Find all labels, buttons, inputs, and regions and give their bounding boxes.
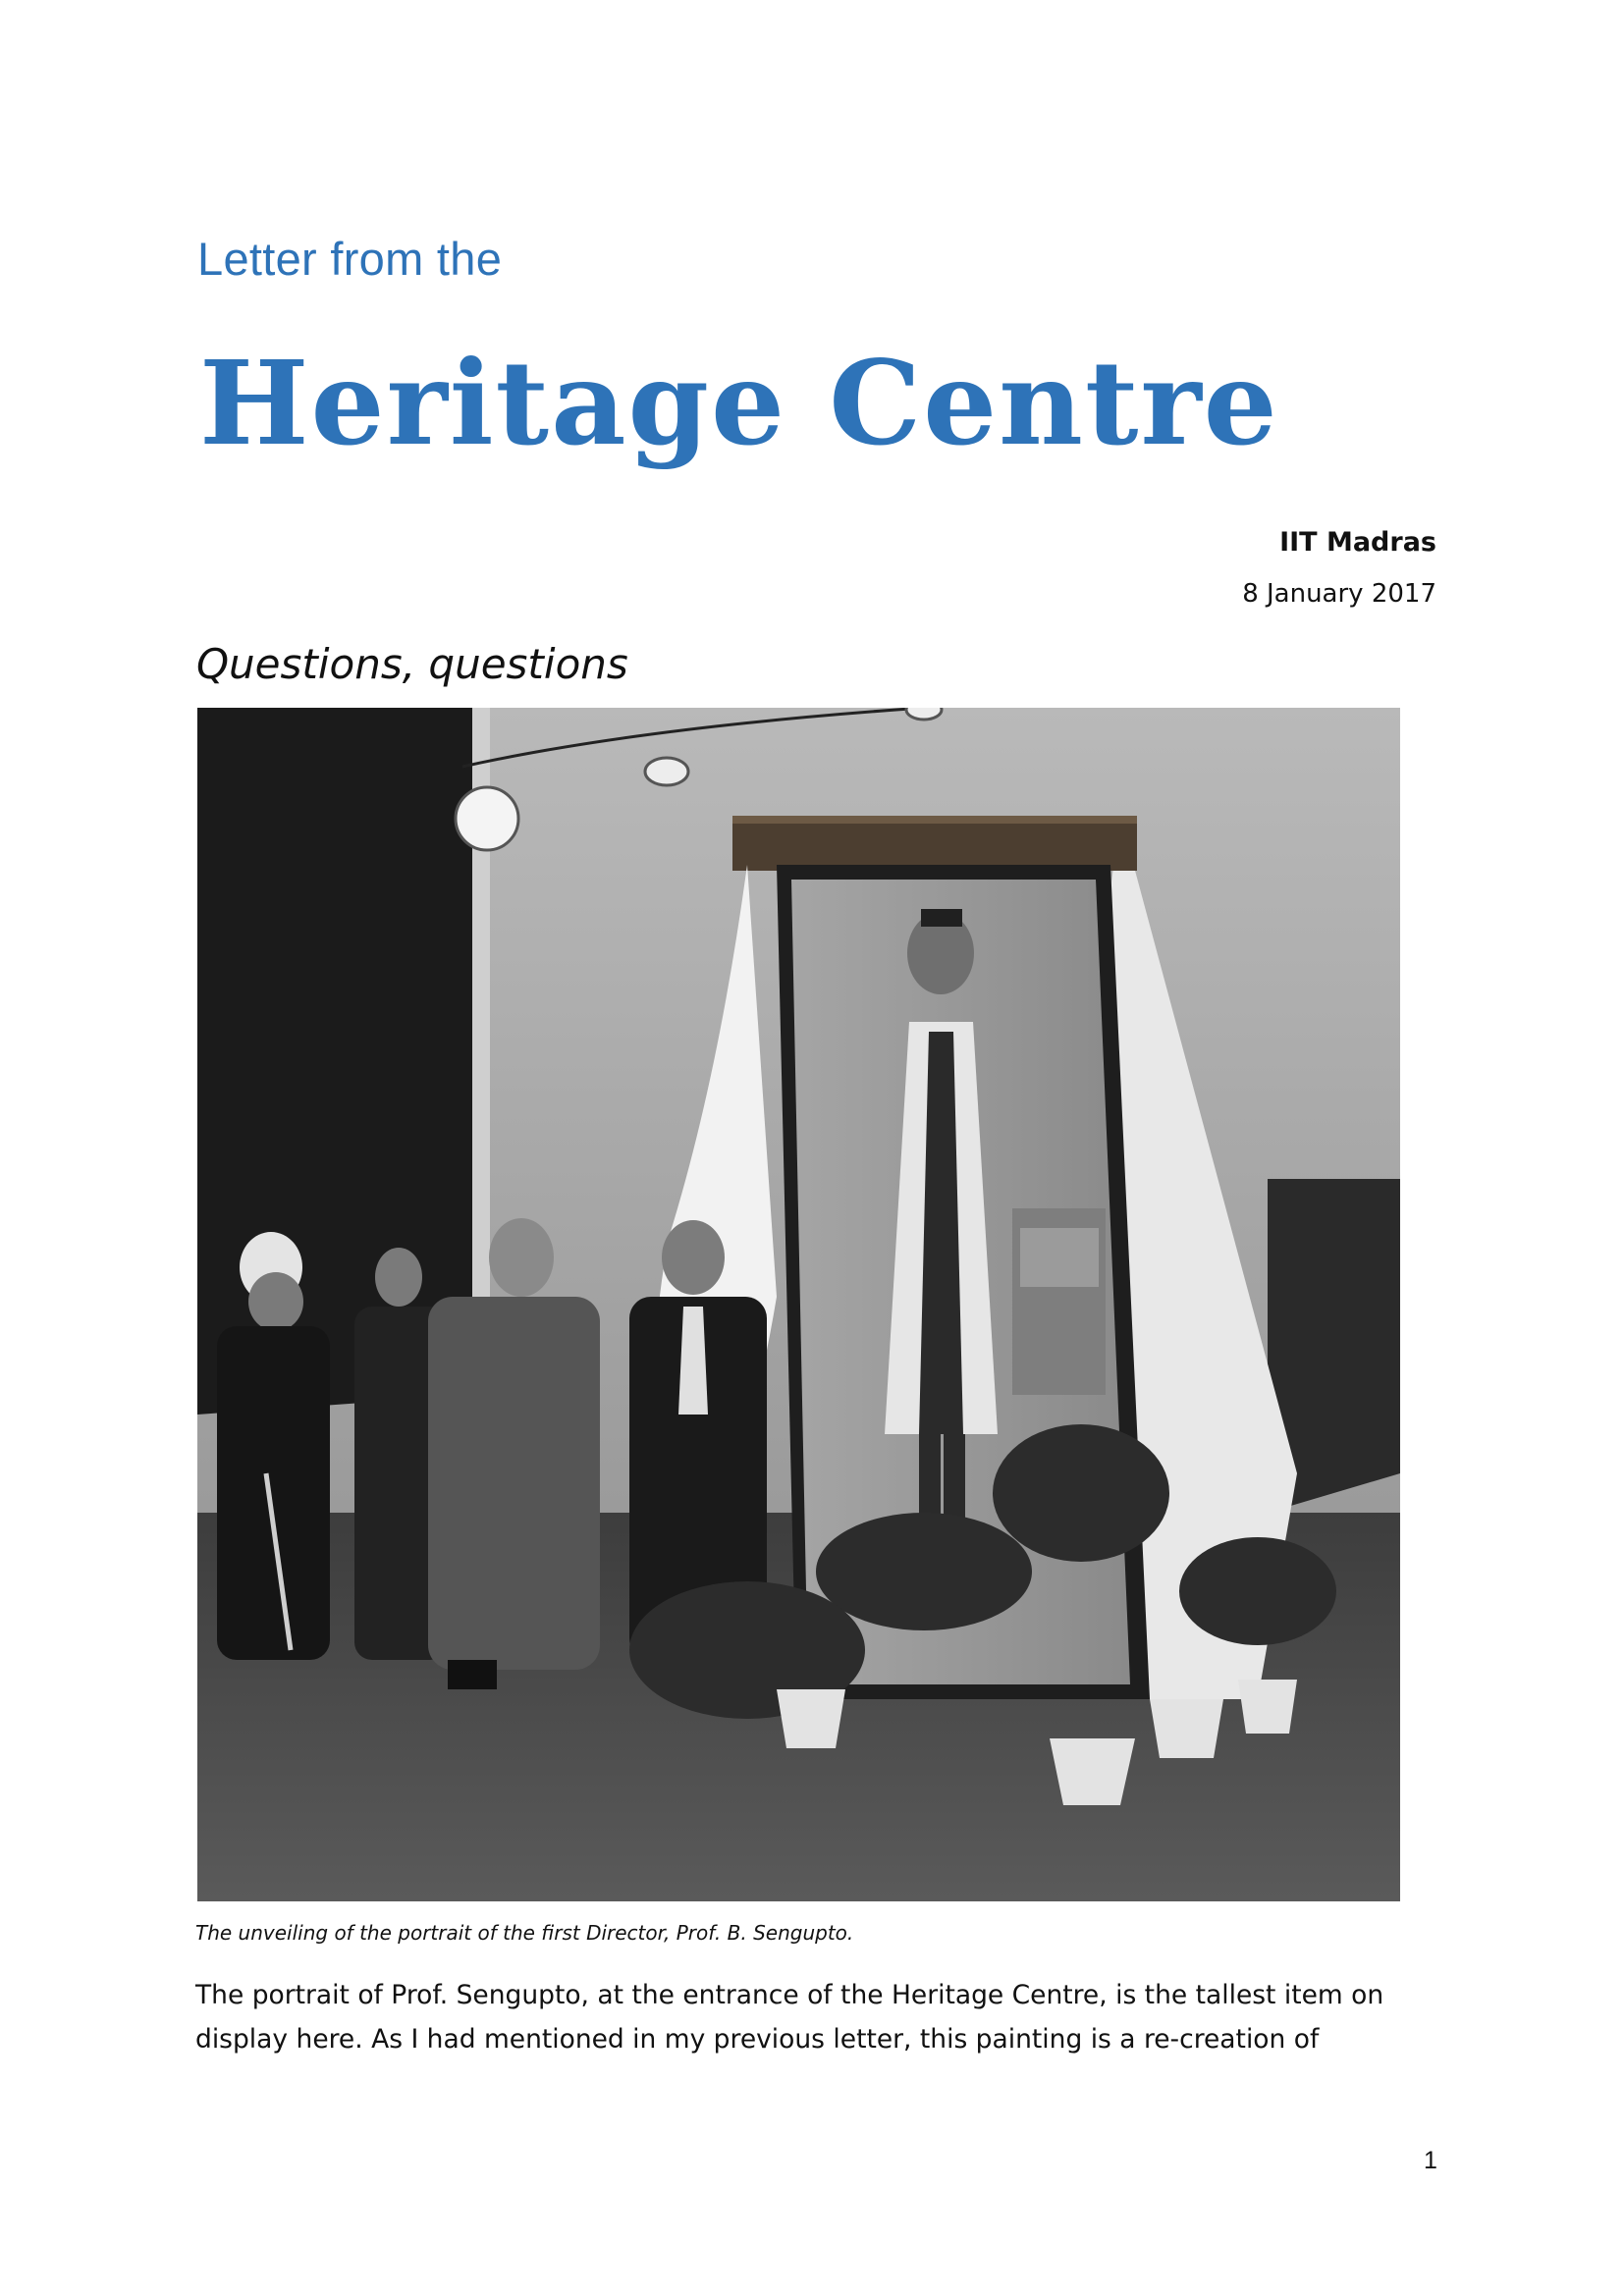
masthead-title: Heritage Centre [199, 335, 1279, 471]
portrait-unveiling-photo [197, 708, 1400, 1901]
body-line: The portrait of Prof. Sengupto, at the entrance of the Heritage Centre, is the tallest item on [195, 1980, 1384, 2010]
letter-kicker: Letter from the [197, 233, 503, 285]
photo-illustration [197, 708, 1400, 1901]
section-title: Questions, questions [196, 640, 628, 688]
page-number: 1 [1424, 2147, 1437, 2174]
body-line: display here. As I had mentioned in my previous letter, this painting is a re-creation of [195, 2024, 1320, 2055]
body-paragraph [195, 1973, 1423, 2061]
photo-caption: The unveiling of the portrait of the first Director, Prof. B. Sengupto. [195, 1921, 854, 1945]
letter-date: 8 January 2017 [1242, 579, 1436, 609]
institution-name: IIT Madras [1279, 527, 1436, 558]
